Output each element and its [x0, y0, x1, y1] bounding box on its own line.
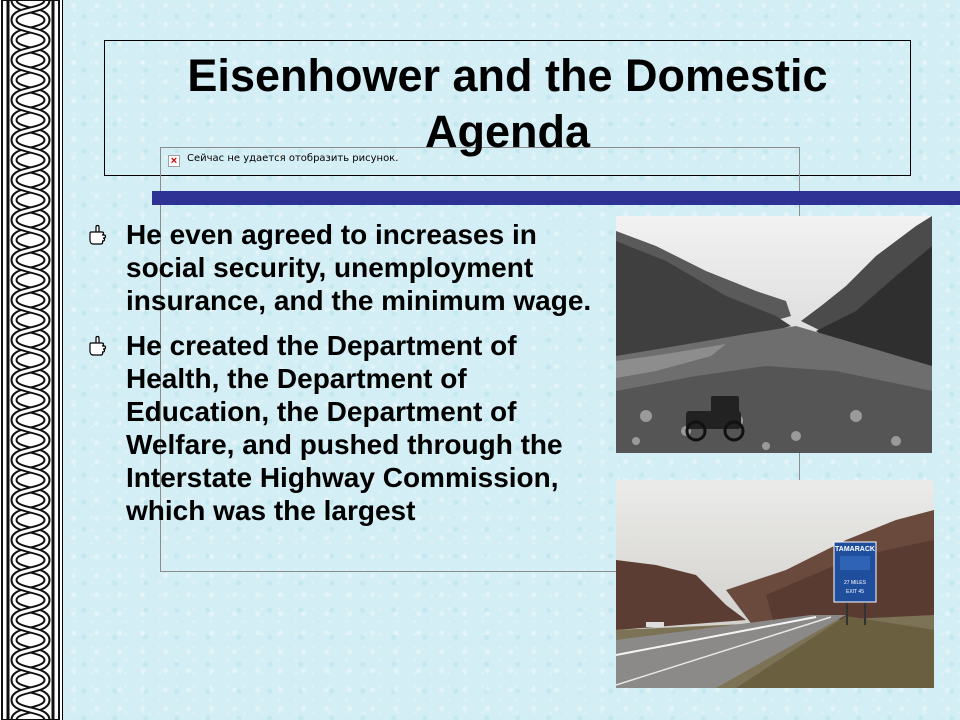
road-sign-title: TAMARACK	[835, 546, 875, 553]
slide-title: Eisenhower and the Domestic Agenda	[187, 50, 828, 157]
hand-pointer-icon	[88, 335, 110, 357]
title-divider-rule	[152, 191, 960, 205]
bullet-item	[88, 218, 598, 317]
bullet-item	[88, 329, 598, 527]
road-sign-miles: 27 MILES	[844, 580, 866, 586]
broken-image-icon: ×	[168, 155, 180, 167]
road-sign-exit: EXIT 45	[846, 589, 864, 595]
bullet-text: He created the Department of Health, the Department of Education, the Department of Welfare, and pushed through the Interstate Highway Commission, which was the largest	[126, 330, 563, 526]
highway-photo	[616, 480, 934, 688]
hand-pointer-icon	[88, 224, 110, 246]
canyon-road-photo	[616, 216, 932, 453]
broken-image-message: Сейчас не удается отобразить рисунок.	[187, 153, 399, 164]
bullet-list	[88, 218, 598, 539]
bullet-text: He even agreed to increases in social security, unemployment insurance, and the minimum wage.	[126, 219, 592, 316]
celtic-knot-border	[0, 0, 63, 720]
